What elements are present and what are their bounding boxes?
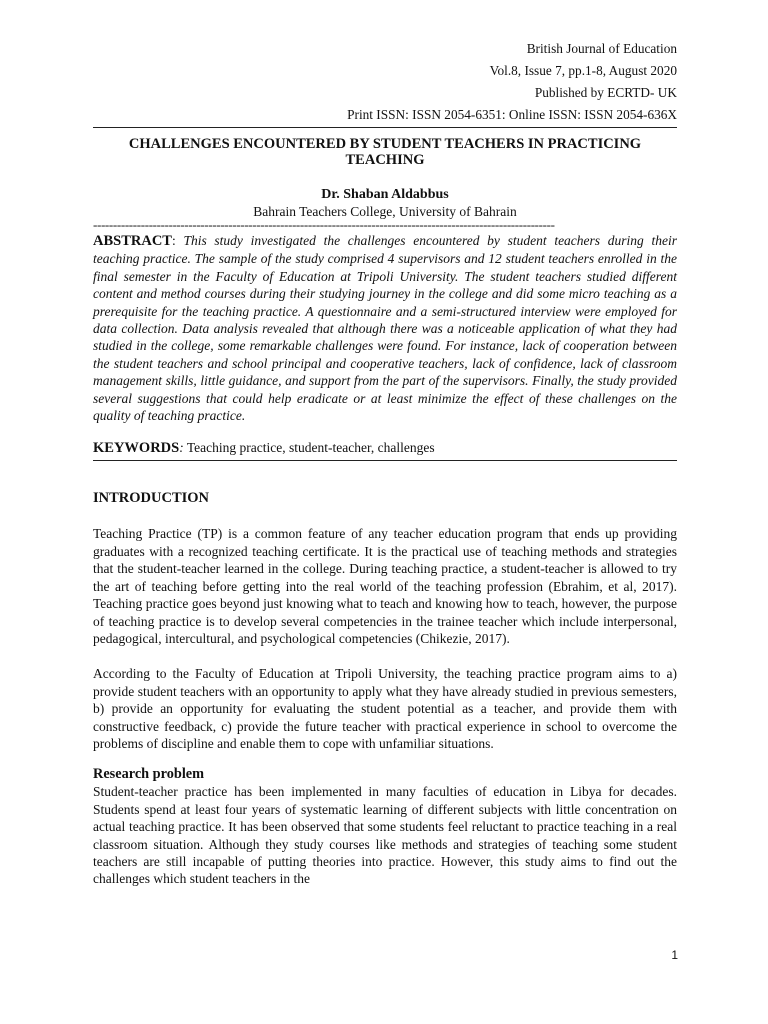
abstract: ABSTRACT: This study investigated the challenges encountered by student teachers during their teaching practice. The sample of the study comprised 4 supervisors and 12 student teachers enrolled in the final semester in the Faculty of Education at Tripoli University. The student teachers studied different content and method courses during their studying journey in the college and did some micro teaching as a prerequisite for the teaching practice. A questionnaire and a semi-structured interview were employed for data collection. Data analysis revealed that although there was a noticeable application of what they had studied in the college, some remarkable challenges were found. For instance, lack of cooperation between the student teachers and school principal and cooperative teachers, lack of confidence, lack of classroom management skills, little guidance, and support from the part of the supervisors. Finally, the study provided several suggestions that could help eradicate or at least minimize the effect of these challenges on the quality of teaching practice. <box>93 233 677 424</box>
page-number: 1 <box>671 948 678 962</box>
abstract-label: ABSTRACT <box>93 233 172 249</box>
keywords: KEYWORDS: Teaching practice, student-teacher, challenges <box>93 439 677 461</box>
document-page <box>93 38 677 888</box>
paper-title: CHALLENGES ENCOUNTERED BY STUDENT TEACHERS IN PRACTICING TEACHING <box>128 136 642 168</box>
introduction-paragraph-1: Teaching Practice (TP) is a common feature of any teacher education program that ends up providing graduates with a recognized teaching certificate. It is the practical use of teaching methods and strategies that the student-teacher learned in the college. During teaching practice, a student-teacher is allowed to try the art of teaching before getting into the real world of the teaching profession (Ebrahim, et al, 2017). Teaching practice goes beyond just knowing what to teach and knowing how to teach, however, the purpose of teaching practice is to develop several competencies in the trainee teacher which include interpersonal, pedagogical, intercultural, and psychological competencies (Chikezie, 2017). <box>93 526 677 646</box>
keywords-label: KEYWORDS <box>93 440 180 457</box>
keywords-text: Teaching practice, student-teacher, challenges <box>186 440 435 456</box>
journal-name: British Journal of Education <box>526 41 677 56</box>
introduction-heading: INTRODUCTION <box>93 490 210 507</box>
journal-publisher: Published by ECRTD- UK <box>534 85 677 100</box>
journal-volume: Vol.8, Issue 7, pp.1-8, August 2020 <box>489 63 677 78</box>
journal-issn: Print ISSN: ISSN 2054-6351: Online ISSN: ISSN 2054-636X <box>93 104 677 128</box>
research-problem-paragraph: Student-teacher practice has been implemented in many faculties of education in Libya for decades. Students spend at least four years of systematic learning of different subjects with little concentration on actual teaching practice. It has been observed that some students feel reluctant to practice teaching in a real classroom situation. Although they study courses like methods and strategies of teaching some student teachers are still incapable of putting theories into practice. However, this study aims to find out the challenges which student teachers in the <box>93 784 677 887</box>
author-affiliation: Bahrain Teachers College, University of Bahrain <box>253 204 517 219</box>
introduction-paragraph-2: According to the Faculty of Education at Tripoli University, the teaching practice program aims to a) provide student teachers with an opportunity to apply what they have already studied in previous semesters, b) provide an opportunity for evaluating the student potential as a teacher, and provide them with constructive feedback, c) provide the future teacher with practical experience in school to overcome the problems of discipline and enable them to cope with unfamiliar situations. <box>93 666 677 751</box>
research-problem-heading: Research problem <box>93 766 205 783</box>
abstract-text: This study investigated the challenges encountered by student teachers during their teaching practice. The sample of the study comprised 4 supervisors and 12 student teachers enrolled in the final semester in the Faculty of Education at Tripoli University. The student teachers studied different content and method courses during their studying journey in the college and did some micro teaching as a prerequisite for the teaching practice. A questionnaire and a semi-structured interview were employed for data collection. Data analysis revealed that although there was a noticeable application of what they had studied in the college, some remarkable challenges were found. For instance, lack of cooperation between the student teachers and school principal and cooperative teachers, lack of confidence, lack of classroom management skills, little guidance, and support from the part of the supervisors. Finally, the study provided several suggestions that could help eradicate or at least minimize the effect of these challenges on the quality of teaching practice. <box>93 233 677 424</box>
separator-line: -------------------------------------------------------------------------------------------------------------------- <box>93 220 555 230</box>
journal-masthead <box>93 38 677 128</box>
author-name: Dr. Shaban Aldabbus <box>321 187 449 202</box>
